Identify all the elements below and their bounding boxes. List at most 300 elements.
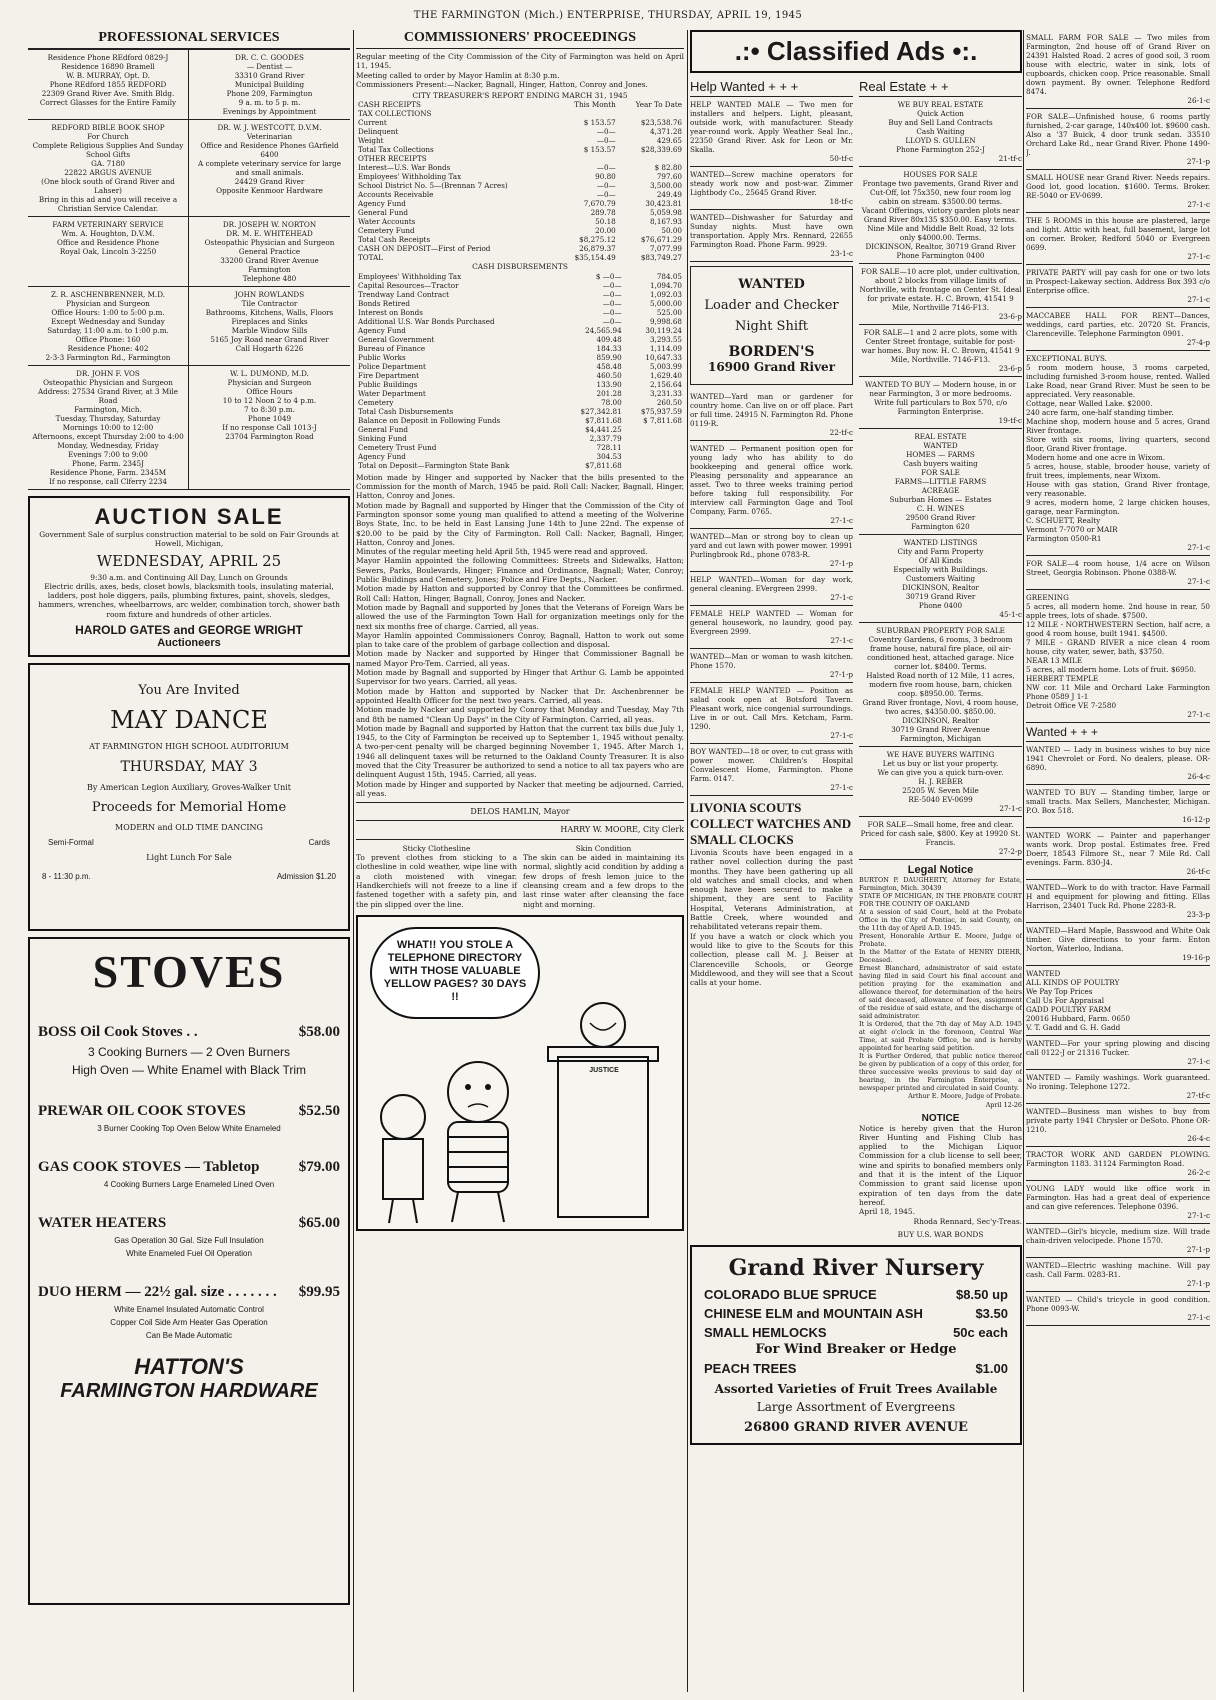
table-row <box>356 290 684 299</box>
classified-item <box>859 817 1022 860</box>
justice-sign: JUSTICE <box>589 1066 619 1074</box>
table-row <box>356 326 684 335</box>
table-header: This Month <box>574 100 616 110</box>
classified-text: WANTED — Family washings. Work guaranteed. No ironing. Telephone 1272. <box>1026 1073 1210 1091</box>
classified-item <box>859 429 1022 535</box>
classified-code: 27-1-c <box>1187 1057 1210 1066</box>
classified-item <box>859 535 1022 623</box>
classified-text: HELP WANTED—Woman for day work, general cleaning. EVergreen 2999. <box>690 575 853 593</box>
table-cell: $4,441.25 <box>585 424 622 434</box>
classified-text: THE 5 ROOMS in this house are plastered, large and light. Attic with heat, full basement, large lot on corner. Broker, Redford 5040 or Evergreen 0699. <box>1026 216 1210 252</box>
classified-text: WANTED TO BUY — Modern house, in or near Farmington, 3 or more bedrooms. Write full particulars to Box 570, c/o Farmington Enterprise. <box>864 380 1017 416</box>
stove-item-detail: High Oven — White Enamel with Black Trim <box>71 1063 307 1078</box>
dance-date: THURSDAY, MAY 3 <box>120 759 258 776</box>
table-cell: 7,077.99 <box>649 244 682 254</box>
table-cell: 3,500.00 <box>649 181 682 191</box>
commission-minutes: Motion made by Hinger and supported by Nacker that the bills presented to the Commission for the month of March, 1945 be paid. Roll Call: Nacker, Bagnall, Hinger, Hatton, Conroy and Jones. Motion made by Bagnall and supported by Hinger that the Commission of the City of Farmington sponsor some young man qualified to attend a meeting of the Wolverine Boys State, Inc. to be held in East Lansing June 14th to June 22nd. The expense of $20.00 to be paid by the City of Farmington. Roll Call: Nacker, Bagnall, Hinger, Hatton, Conroy and Jones. Minutes of the regular meeting held April 5th, 1945 were read and approved. Mayor Hamlin appointed the following Committees: Streets and Sidewalks, Hatton; Sewers, Parks, Boulevards, Hinger; Finance and Ordinance, Bagnall; Water, Conroy; Public Buildings and Cemetery, Jones; Police and Fire Depts., Nacker. Motion made by Hatton and supported by Conroy that the Committees be confirmed. Roll Call: Hatton, Hinger, Bagnall, Conroy, Jones and Nacker. Motion made by Bagnall and supported by Jones that the Veterans of Foreign Wars be allowed the use of the Farmington Town Hall for organization meetings only for the next six months free of charge. Carried, all yeas. Mayor Hamlin appointed Commissioners Conroy, Bagnall, Hatton to work out some plan to take care of the problem of garbage collection and disposal. Motion made by Nacker and supported by Hinger that Commissioner Bagnall be named Mayor Pro-Tem. Carried, all yeas. Motion made by Bagnall and supported by Hinger that Arthur G. Lamb be appointed Supervisor for two years. Carried, all yeas. Motion made by Hatton and supported by Nacker that Dr. Aschenbrenner be appointed Health Officer for the next two years. Carried, all yeas. Motion made by Nacker and supported by Conroy that Monday and Tuesday, May 7th and 8th be named "Clean Up Days" in the City of Farmington. Carried, all yeas. Motion made by Bagnall and supported by Hatton that the current tax bills due July 1, 1945, to the City of Farmington be received up to September 1, 1945 without penalty. A two-per-cent penalty will be charged beginning November 1, 1945. After March 1, 1946 all delinquent taxes will be returned to the Oakland County Treasurer. It is also moved that the City Treasurer be authorized to send a notice to all tax payers who are delinquent August 15th, 1945. Carried, all yeas. Motion made by Hinger and supported by Nacker that meeting be adjourned. Carried, all yeas. <box>356 472 684 798</box>
stoves-title: STOVES <box>92 946 286 998</box>
notice-signature: Rhoda Rennard, Sec'y-Treas. <box>913 1216 1022 1226</box>
table-row <box>356 335 684 344</box>
classified-text: WANTED—Yard man or gardener for country home. Can live on or off place. Part or full time. 24915 N. Farmington Rd. Phone 0119-R. <box>690 392 853 428</box>
classified-item <box>859 97 1022 167</box>
table-cell <box>618 154 684 163</box>
auction-date: WEDNESDAY, APRIL 25 <box>96 551 282 570</box>
auction-role: Auctioneers <box>157 637 221 650</box>
classified-code: 18-tf-c <box>829 197 853 206</box>
classified-code: 45-1-c <box>999 610 1022 619</box>
classified-item <box>859 747 1022 817</box>
table-cell: Current <box>358 118 387 128</box>
buy-war-bonds: BUY U.S. WAR BONDS <box>897 1229 984 1239</box>
classified-text: HELP WANTED MALE — Two men for installers and helpers. Light, pleasant, outside work, with manufacturer. Steady year-round work. Apply Weather Seal Inc., 22350 Grand River. Ask for Leon or Mr. Skalla. <box>690 100 853 154</box>
classified-item <box>690 683 853 744</box>
table-cell: Cemetery <box>358 397 394 407</box>
table-cell: General Government <box>358 334 435 344</box>
classified-text: WANTED—Dishwasher for Saturday and Sunday nights. Must have own transportation. Apply Mrs. Rennard, 22655 Farmington Road. Phone Farm. 9929. <box>690 213 853 249</box>
nursery-title: Grand River Nursery <box>728 1255 984 1282</box>
table-row <box>356 253 684 262</box>
card-rowlands: JOHN ROWLANDS Tile Contractor Bathrooms, Kitchens, Walls, Floors Fireplaces and Sinks Marble Window Sills 5165 Joy Road near Grand River Call Hogarth 6226 <box>189 287 350 366</box>
classified-text: MACCABEE HALL FOR RENT—Dances, weddings, card parties, etc. 20720 St. Francis, Clarenceville. Telephone Farmington 0901. <box>1026 311 1210 338</box>
table-row <box>356 208 684 217</box>
table-cell: Additional U.S. War Bonds Purchased <box>358 316 495 326</box>
classified-ads-title: .:• Classified Ads •:. <box>690 30 1022 73</box>
may-dance-ad <box>28 663 350 931</box>
classified-code: 26-tf-c <box>1186 867 1210 876</box>
classified-code: 27-1-c <box>830 593 853 602</box>
classified-code: 23-3-p <box>1186 910 1210 919</box>
classified-text: WANTED—Electric washing machine. Will pay cash. Call Farm. 0283-R1. <box>1026 1261 1210 1279</box>
clerk-signature: HARRY W. MOORE, City Clerk <box>560 825 684 835</box>
table-cell: School District No. 5—(Brennan 7 Acres) <box>358 181 508 191</box>
table-cell: TAX COLLECTIONS <box>358 109 432 119</box>
livonia-title: LIVONIA SCOUTS COLLECT WATCHES AND SMALL CLOCKS <box>690 800 852 847</box>
classified-item <box>690 97 853 167</box>
treasurer-report-title: CITY TREASURER'S REPORT ENDING MARCH 31, 1945 <box>412 91 628 101</box>
column-rule <box>1023 30 1024 1692</box>
classified-item <box>1026 742 1210 785</box>
classified-item <box>1026 556 1210 590</box>
table-row <box>356 190 684 199</box>
classified-item <box>1026 1070 1210 1104</box>
table-cell: 3,231.33 <box>649 388 682 398</box>
classified-text: WANTED — Permanent position open for young lady who has ability to do bookkeeping and general office work. Pleasing personality and appearance an asset. Two to three weeks training period before taking full responsibility. For interview call Farmington Gage and Tool Company, Farm. 0765. <box>690 444 853 516</box>
stove-item-detail: White Enamel Insulated Automatic Control <box>114 1305 264 1315</box>
stove-item-detail: White Enameled Fuel Oil Operation <box>126 1249 252 1259</box>
table-cell: 3,293.55 <box>649 334 682 344</box>
table-cell: 30,119.24 <box>645 325 682 335</box>
stove-item <box>38 1024 340 1077</box>
table-cell: —0— <box>596 136 616 146</box>
dance-dancing: MODERN and OLD TIME DANCING <box>115 823 263 833</box>
classified-code: 26-1-c <box>1187 96 1210 105</box>
card-westcott: DR. W. J. WESTCOTT, D.V.M. Veterinarian Office and Residence Phones GArfield 6400 A complete veterinary service for large and small animals. 24429 Grand River Opposite Kenmoor Hardware <box>189 120 350 217</box>
table-cell: 5,003.99 <box>649 361 682 371</box>
classified-item <box>859 623 1022 747</box>
classified-item <box>859 325 1022 377</box>
comic-drawing <box>358 917 682 1229</box>
classified-code: 27-1-p <box>1186 1279 1210 1288</box>
table-row <box>356 244 684 253</box>
table-cell: 525.00 <box>656 307 682 317</box>
table-row <box>356 461 684 470</box>
classified-code: 27-2-p <box>998 847 1022 856</box>
table-cell: 797.60 <box>656 172 682 182</box>
table-row <box>356 416 684 425</box>
table-cell: Water Department <box>358 388 426 398</box>
cash-receipts-table <box>356 100 684 262</box>
table-cell: —0— <box>602 280 622 290</box>
dance-semi: Semi-Formal <box>48 838 94 848</box>
column-classified <box>690 30 1022 1692</box>
table-cell: $83,749.27 <box>640 253 682 263</box>
classified-text: EXCEPTIONAL BUYS. 5 room modern house, 3 rooms carpeted, including furnished 3-room house, rented. Walled Lake Road, near Grand River. Must be seen to be appreciated. Very reasonable. Cottage, near Walled Lake. $2000. 240 acre farm, one-half standing timber. Machine shop, modern house and 5 acres, Grand River frontage. Store with six rooms, living quarters, second floor, Grand River frontage. Modern home and one acre in Wixom. 5 acres, house, stable, brooder house, variety of fruit trees, implements, near Wixom. House with gas station, Grand River frontage, very reasonable. 9 acres, modern home, 2 large chicken houses, garage, near Farmington. C. SCHUETT, Realty Vermont 7-7070 or MAIR Farmington 0500-R1 <box>1026 354 1210 543</box>
classified-text: REAL ESTATE WANTED HOMES — FARMS Cash buyers waiting FOR SALE FARMS—LITTLE FARMS ACREAGE Suburban Homes — Estates C. H. WINES 29500 Grand River Farmington 620 <box>889 432 992 531</box>
nursery-fruit-trees: Assorted Varieties of Fruit Trees Available <box>714 1382 998 1397</box>
classified-code: 27-1-c <box>1187 710 1210 719</box>
classified-text: WANTED—Man or strong boy to clean up yard and cut lawn with power mower. 19991 Purlingbrook Rd., phone 0783-R. <box>690 532 853 559</box>
table-cell: General Fund <box>358 208 409 218</box>
nursery-item-name: CHINESE ELM and MOUNTAIN ASH <box>704 1306 923 1322</box>
classified-item <box>690 744 853 796</box>
stove-item-name: GAS COOK STOVES — Tabletop <box>38 1159 260 1176</box>
table-cell: $7,811.68 <box>585 460 622 470</box>
stove-item-detail: Copper Coil Side Arm Heater Gas Operation <box>110 1318 268 1328</box>
table-row <box>356 308 684 317</box>
table-cell: Sinking Fund <box>358 433 407 443</box>
classified-text: WANTED WORK — Painter and paperhanger wants work. Drop postal. Estimates free. Fred Doerr, 18543 Filmore St., near 7 Mile Rd. Call evenings. Farm. 830-J4. <box>1026 831 1210 867</box>
nursery-item-price: 50c each <box>953 1325 1008 1341</box>
table-cell: Total Cash Receipts <box>358 235 431 245</box>
table-row <box>356 127 684 136</box>
tip-skin-body: The skin can be aided in maintaining its normal, slightly acid condition by adding a few drops of fresh lemon juice to the cleansing cream and a few drops to the last rinse water after cleansing the face night and morning. <box>523 853 684 909</box>
classified-item <box>690 649 853 683</box>
table-cell: —0— <box>596 181 616 191</box>
classified-item <box>690 441 853 529</box>
stove-item-detail: 3 Burner Cooking Top Oven Below White Enameled <box>97 1124 281 1134</box>
classified-text: GREENING 5 acres, all modern home. 2nd house in rear, 50 apple trees, lots of shade. $7500. 12 MILE - NORTHWESTERN Section, half acre, a good 4 room house, built 1941. $4500. 7 MILE - GRAND RIVER a nice clean 4 room house, city water, sewer, bath, $3750. NEAR 13 MILE 5 acres, all modern home. Lots of fruit. $6950. HERBERT TEMPLE NW cor. 11 Mile and Orchard Lake Farmington Phone 0589 J 1-1 Detroit Office VE 7-2580 <box>1026 593 1210 710</box>
table-cell: Total Tax Collections <box>358 145 434 155</box>
table-cell: —0— <box>602 307 622 317</box>
classified-text: WANTED LISTINGS City and Farm Property Of All Kinds Especially with Buildings. Customers Waiting DICKINSON, Realtor 30719 Grand River Phone 0400 <box>893 538 988 610</box>
real-estate-heading: Real Estate + + <box>859 77 1022 97</box>
table-cell: $76,671.29 <box>640 235 682 245</box>
classified-text: WANTED—Screw machine operators for steady work now and post-war. Zimmer Lightbody Co., 25645 Grand River. <box>690 170 853 197</box>
table-cell: Employees' Withholding Tax <box>358 271 462 281</box>
table-cell <box>624 434 684 443</box>
nursery-item-name: SMALL HEMLOCKS <box>704 1325 827 1341</box>
column-commissioners <box>356 30 684 1692</box>
table-cell: Water Accounts <box>358 217 416 227</box>
classified-text: WANTED—Hard Maple, Basswood and White Oak timber. Give directions to your farm. Enton Norton, Waterloo, Indiana. <box>1026 926 1210 953</box>
cash-disbursements-table <box>356 272 684 470</box>
table-cell: $75,937.59 <box>640 406 682 416</box>
table-cell: General Fund <box>358 424 409 434</box>
table-header: CASH RECEIPTS <box>358 100 421 110</box>
dance-time: 8 - 11:30 p.m. <box>42 872 91 882</box>
nursery-item <box>704 1306 1008 1321</box>
stoves-items <box>38 1024 340 1340</box>
classified-item <box>690 210 853 262</box>
nursery-item <box>704 1325 1008 1340</box>
dance-title: MAY DANCE <box>110 706 268 735</box>
classified-item <box>1026 170 1210 213</box>
masthead: THE FARMINGTON (Mich.) ENTERPRISE, THURSDAY, APRIL 19, 1945 <box>413 10 803 21</box>
table-cell: 409.48 <box>596 334 622 344</box>
classified-code: 27-1-c <box>999 804 1022 813</box>
table-cell: Balance on Deposit in Following Funds <box>358 415 501 425</box>
classified-code: 22-tf-c <box>829 428 853 437</box>
classified-item <box>690 529 853 572</box>
dance-cards: Cards <box>308 838 330 848</box>
classified-item <box>1026 1258 1210 1292</box>
table-cell: $35,154.49 <box>574 253 616 263</box>
classified-code: 27-1-c <box>830 516 853 525</box>
table-cell <box>624 452 684 461</box>
table-cell: Weight <box>358 136 384 146</box>
table-cell: 50.00 <box>661 226 682 236</box>
stove-item <box>38 1103 340 1133</box>
nursery-evergreens: Large Assortment of Evergreens <box>756 1400 956 1415</box>
wanted-heading: Wanted + + + <box>1026 723 1210 742</box>
notice-body: Notice is hereby given that the Huron River Hunting and Fishing Club has applied to the Michigan Liquor Commission for a club license to sell beer, wine and spirits to bonafied members only and that it is the intent of the Liquor Commission to grant said license upon expiration of ten days from the date hereof. <box>859 1123 1022 1207</box>
table-cell: $8,275.12 <box>579 235 616 245</box>
store-name-2: FARMINGTON HARDWARE <box>60 1380 318 1403</box>
stove-item <box>38 1159 340 1189</box>
classified-text: BOY WANTED—18 or over, to cut grass with power mower. Children's Hospital Convalescent Home, Farmington. Phone Farm. 0147. <box>690 747 853 783</box>
classified-code: 27-1-c <box>1187 577 1210 586</box>
classified-text: SMALL FARM FOR SALE — Two miles from Farmington, 2nd house off of Grand River on 24391 Halsted Road. 2 acres of good soil, 3 room house with electric, water in sink, lots of cupboards, chicken coop. Price reasonable. Small down payment. By owner. Telephone Redford 8474. <box>1026 33 1210 96</box>
table-cell: Employees' Withholding Tax <box>358 172 462 182</box>
table-cell: 458.48 <box>596 361 622 371</box>
table-cell: 429.65 <box>656 136 682 146</box>
table-cell: 4,371.28 <box>649 127 682 137</box>
table-cell: TOTAL <box>358 253 384 263</box>
table-cell: Cemetery Fund <box>358 226 415 236</box>
classified-code: 23-6-p <box>998 364 1022 373</box>
table-row <box>356 398 684 407</box>
classified-code: 27-1-c <box>1187 1313 1210 1322</box>
help-wanted-heading: Help Wanted + + + <box>690 77 853 97</box>
column-rule <box>353 30 354 1692</box>
table-cell: 24,565.94 <box>585 325 622 335</box>
stove-item-name: WATER HEATERS <box>38 1215 167 1232</box>
classified-code: 27-1-p <box>1186 157 1210 166</box>
table-cell: $ 82.80 <box>654 163 682 173</box>
classified-item <box>690 572 853 606</box>
auction-title: AUCTION SALE <box>94 504 284 529</box>
stove-item <box>38 1215 340 1258</box>
card-farmvet: FARM VETERINARY SERVICE Wm. A. Houghton, D.V.M. Office and Residence Phone Royal Oak, Lincoln 3-2250 <box>28 217 189 287</box>
table-row <box>356 109 684 118</box>
classified-item <box>1026 828 1210 880</box>
legal-notice-body: BURTON P. DAUGHERTY, Attorney for Estate, Farmington, Mich. 30439 STATE OF MICHIGAN, IN THE PROBATE COURT FOR THE COUNTY OF OAKLAND At a session of said Court, held at the Probate Office in the City of Pontiac, in said County, on the 11th day of April A.D. 1945. Present, Honorable Arthur E. Moore, Judge of Probate. In the Matter of the Estate of HENRY DIEHR, Deceased. Ernest Blanchard, administrator of said estate having filed in said Court his final account and petition praying for the examination and allowance thereof, for determination of the heirs of said deceased, allowance of fees, assignment of the residue of said estate, and the discharge of said administrator. It is Ordered, that the 7th day of May A.D. 1945 at eight o'clock in the forenoon, Central War Time, at said Probate Office, be and is hereby appointed for hearing said petition. It is Further Ordered, that public notice thereof be given by publication of a copy of this order, for three successive weeks previous to said day of hearing, in the Farmington Enterprise, a newspaper printed and circulated in said County. <box>859 876 1022 1092</box>
nursery-item-price: $3.50 <box>975 1306 1008 1322</box>
classified-code: 27-4-p <box>1186 338 1210 347</box>
table-row <box>356 353 684 362</box>
card-goodes: DR. C. C. GOODES — Dentist — 33310 Grand River Municipal Building Phone 209, Farmington 9 a. m. to 5 p. m. Evenings by Appointment <box>189 50 350 120</box>
table-cell: Capital Resources—Tractor <box>358 280 459 290</box>
classified-item <box>1026 1292 1210 1326</box>
table-cell <box>624 425 684 434</box>
table-row <box>356 226 684 235</box>
peach-trees-label: PEACH TREES <box>704 1361 797 1377</box>
classified-text: SUBURBAN PROPERTY FOR SALE Coventry Gardens, 6 rooms, 3 bedroom frame house, natural fire place, oil air-conditioned heat, attached garage. Nice corner lot. $8400. Terms. Halsted Road north of 12 Mile, 11 acres, modern five room house, barn, chicken coop. $8950.00. Terms. Grand River frontage, Novi, 4 room house, two acres, $4350.00. $850.00. DICKINSON, Realtor 30719 Grand River Avenue Farmington, Michigan <box>862 626 1019 743</box>
table-row <box>356 452 684 461</box>
classified-item <box>1026 1104 1210 1147</box>
table-row <box>356 136 684 145</box>
table-cell <box>558 109 618 118</box>
classified-code: 26-4-c <box>1187 772 1210 781</box>
borden-address: 16900 Grand River <box>707 360 836 374</box>
classified-item <box>1026 213 1210 265</box>
classified-code: 19-tf-c <box>998 416 1022 425</box>
table-cell: Public Works <box>358 352 406 362</box>
stove-item-name: BOSS Oil Cook Stoves . . <box>38 1024 198 1041</box>
table-cell: 133.90 <box>596 379 622 389</box>
nursery-address: 26800 GRAND RIVER AVENUE <box>744 1420 968 1436</box>
stove-item-price: $99.95 <box>298 1284 340 1301</box>
classified-item <box>859 264 1022 325</box>
table-row <box>356 362 684 371</box>
classified-item <box>1026 308 1210 351</box>
table-row <box>356 389 684 398</box>
table-cell: Interest—U.S. War Bonds <box>358 163 451 173</box>
table-cell: Bonds Retired <box>358 298 410 308</box>
table-cell: Agency Fund <box>358 199 406 209</box>
table-cell: $27,342.81 <box>580 406 622 416</box>
classified-text: WANTED—Man or woman to wash kitchen. Phone 1570. <box>690 652 853 670</box>
table-cell: 9,998.68 <box>649 316 682 326</box>
table-cell: Interest on Bonds <box>358 307 423 317</box>
stove-item-name: DUO HERM — 22½ gal. size . . . . . . . <box>38 1284 277 1301</box>
table-cell: 90.80 <box>595 172 616 182</box>
card-vos: DR. JOHN F. VOS Osteopathic Physician and Surgeon Address: 27534 Grand River, at 3 Mile Road Farmington, Mich. Tuesday, Thursday, Saturday Mornings 10:00 to 12:00 Afternoons, except Thursday 2:00 to 4:00 Monday, Wednesday, Friday Evenings 7:00 to 9:00 Phone, Farm. 2345J Residence Phone, Farm. 2345M If no response, call Clferry 2234 <box>28 366 189 490</box>
table-row <box>356 380 684 389</box>
classified-text: FOR SALE—10 acre plot, under cultivation, about 2 blocks from village limits of Northville, with frontage on Center St. Ideal for private estate. H. C. Brown, 41541 9 Mile, Northville 7146-F13. <box>859 267 1022 312</box>
classified-code: 27-tf-c <box>1186 1091 1210 1100</box>
classified-text: WANTED ALL KINDS OF POULTRY We Pay Top Prices Call Us For Appraisal GADD POULTRY FARM 20016 Hubbard, Farm. 0650 V. T. Gadd and G. H. Gadd <box>1026 969 1131 1032</box>
classified-code: 50-tf-c <box>829 154 853 163</box>
classified-code: 27-1-p <box>1186 1245 1210 1254</box>
table-cell: 728.11 <box>596 442 622 452</box>
classified-code: 26-4-c <box>1187 1134 1210 1143</box>
table-cell: $28,339.69 <box>640 145 682 155</box>
table-cell: 2,156.64 <box>649 379 682 389</box>
table-row <box>356 217 684 226</box>
column-rule <box>687 30 688 1692</box>
table-row <box>356 199 684 208</box>
column-classified-right <box>1026 30 1210 1692</box>
table-cell: —0— <box>596 163 616 173</box>
dance-lunch: Light Lunch For Sale <box>146 853 232 863</box>
classified-item <box>690 167 853 210</box>
table-row <box>356 272 684 281</box>
table-row <box>356 425 684 434</box>
table-row <box>356 235 684 244</box>
commissioners-intro: Regular meeting of the City Commission of the City of Farmington was held on April 11, 1945. Meeting called to order by Mayor Hamlin at 8:30 p.m. Commissioners Present:—Nacker, Bagnall, Hinger, Hatton, Conroy and Jones. <box>356 52 684 89</box>
notice-title: NOTICE <box>921 1112 960 1124</box>
comic-speech-bubble: WHAT!! YOU STOLE A TELEPHONE DIRECTORY WITH THOSE VALUABLE YELLOW PAGES? 30 DAYS !! <box>370 927 540 1019</box>
table-cell: 859.90 <box>596 352 622 362</box>
table-cell: 1,094.70 <box>649 280 682 290</box>
classified-item <box>1026 265 1210 308</box>
table-row <box>356 443 684 452</box>
classified-item <box>1026 590 1210 723</box>
table-row <box>356 181 684 190</box>
table-row <box>356 434 684 443</box>
classified-code: 27-1-c <box>1187 543 1210 552</box>
table-cell: 5,059.98 <box>649 208 682 218</box>
table-cell: Accounts Receivable <box>358 190 434 200</box>
classified-item <box>1026 1181 1210 1224</box>
table-cell: —0— <box>602 316 622 326</box>
classified-item <box>859 377 1022 429</box>
table-cell: —0— <box>596 127 616 137</box>
classified-code: 27-1-c <box>830 636 853 645</box>
borden-line1: Loader and Checker <box>704 298 839 313</box>
classified-item <box>690 606 853 649</box>
table-cell: 5,000.00 <box>649 298 682 308</box>
auction-auctioneers: HAROLD GATES and GEORGE WRIGHT <box>75 623 303 638</box>
store-name-1: HATTON'S <box>134 1354 244 1380</box>
table-row <box>356 407 684 416</box>
classified-text: YOUNG LADY would like office work in Farmington. Has had a great deal of experience and can give references. Telephone 0396. <box>1026 1184 1210 1211</box>
table-header: Year To Date <box>635 100 682 110</box>
table-cell: Trendway Land Contract <box>358 289 450 299</box>
classified-text: HOUSES FOR SALE Frontage two pavements, Grand River and Cut-Off, lot 75x350, new four room log cabin on stream. $3500.00 terms. Vacant Offerings, victory garden plots near Grand River 80x135 $350.00. Easy terms. Nine Mile and Middle Belt Road, 32 lots only $4000.00. Terms. DICKINSON, Realtor, 30719 Grand River Phone Farmington 0400 <box>861 170 1020 260</box>
tip-clothesline-body: To prevent clothes from sticking to a clothesline in cold weather, wipe line with a cloth moistened with vinegar. Handkerchiefs will not freeze to a line if fastened together with a safety pin, and the pin slipped over the line. <box>356 853 517 909</box>
table-cell: —0— <box>602 289 622 299</box>
auction-intro: Government Sale of surplus construction material to be sold on Fair Grounds at Howell, Michigan, <box>39 530 339 549</box>
stove-item-price: $65.00 <box>298 1215 340 1232</box>
classified-item <box>1026 966 1210 1036</box>
classified-text: WANTED—Girl's bicycle, medium size. Will trade chain-driven velocipede. Phone 1570. <box>1026 1227 1210 1245</box>
legal-notice-dates: April 12-26 <box>985 1101 1022 1110</box>
table-cell: 304.53 <box>596 451 622 461</box>
classified-text: TRACTOR WORK AND GARDEN PLOWING. Farmington 1183. 31124 Farmington Road. <box>1026 1150 1210 1168</box>
classified-text: FEMALE HELP WANTED — Position as salad cook open at Botsford Tavern. Pleasant work, nice congenial surroundings. Live in or out. Call Mrs. Ketcham, Farm. 1290. <box>690 686 853 731</box>
nursery-item <box>704 1287 1008 1302</box>
card-murray: Residence Phone REdford 0829-J Residence 16890 Bramell W. B. MURRAY, Opt. D. Phone REdford 1855 REDFORD 22309 Grand River Ave. Smith Bldg. Correct Glasses for the Entire Family <box>28 50 189 120</box>
table-cell: $ 153.57 <box>583 118 616 128</box>
table-cell: 460.50 <box>596 370 622 380</box>
classified-item <box>1026 30 1210 109</box>
table-row <box>356 154 684 163</box>
commissioners-title: COMMISSIONERS' PROCEEDINGS <box>356 30 684 49</box>
classified-item <box>1026 1224 1210 1258</box>
classified-text: WANTED TO BUY — Standing timber, large or small tracts. Max Sellers, Manchester, Michigan. P.O. Box 518. <box>1026 788 1210 815</box>
classified-text: FOR SALE—Unfinished house, 6 rooms partly furnished, 2-car garage, 140x400 lot. $9600 cash. Also a '37 Buick, 4 door trunk sedan. 33510 Orchard Lake Rd., near Grand River. Phone 1490-J. <box>1026 112 1210 157</box>
table-cell: —0— <box>602 298 622 308</box>
comic-cartoon <box>356 915 684 1231</box>
column-professional <box>28 30 350 1692</box>
table-cell: Delinquent <box>358 127 399 137</box>
classified-item <box>1026 1036 1210 1070</box>
classified-item <box>1026 109 1210 170</box>
borden-name: BORDEN'S <box>728 344 815 360</box>
stoves-ad <box>28 937 350 1605</box>
dance-by: By American Legion Auxiliary, Groves-Walker Unit <box>87 783 291 793</box>
classified-code: 26-2-c <box>1187 1168 1210 1177</box>
nursery-item-price: $8.50 up <box>955 1287 1008 1303</box>
table-cell: $ —0— <box>595 271 622 281</box>
classified-item <box>1026 351 1210 556</box>
classified-text: WE HAVE BUYERS WAITING Let us buy or list your property. We can give you a quick turn-over. H. J. REBER 25205 W. Seven Mile RE-5040 EV-0699 <box>877 750 1004 804</box>
auction-ad <box>28 496 350 657</box>
classified-code: 27-1-c <box>1187 1211 1210 1220</box>
tip-clothesline-title: Sticky Clothesline <box>402 843 471 853</box>
